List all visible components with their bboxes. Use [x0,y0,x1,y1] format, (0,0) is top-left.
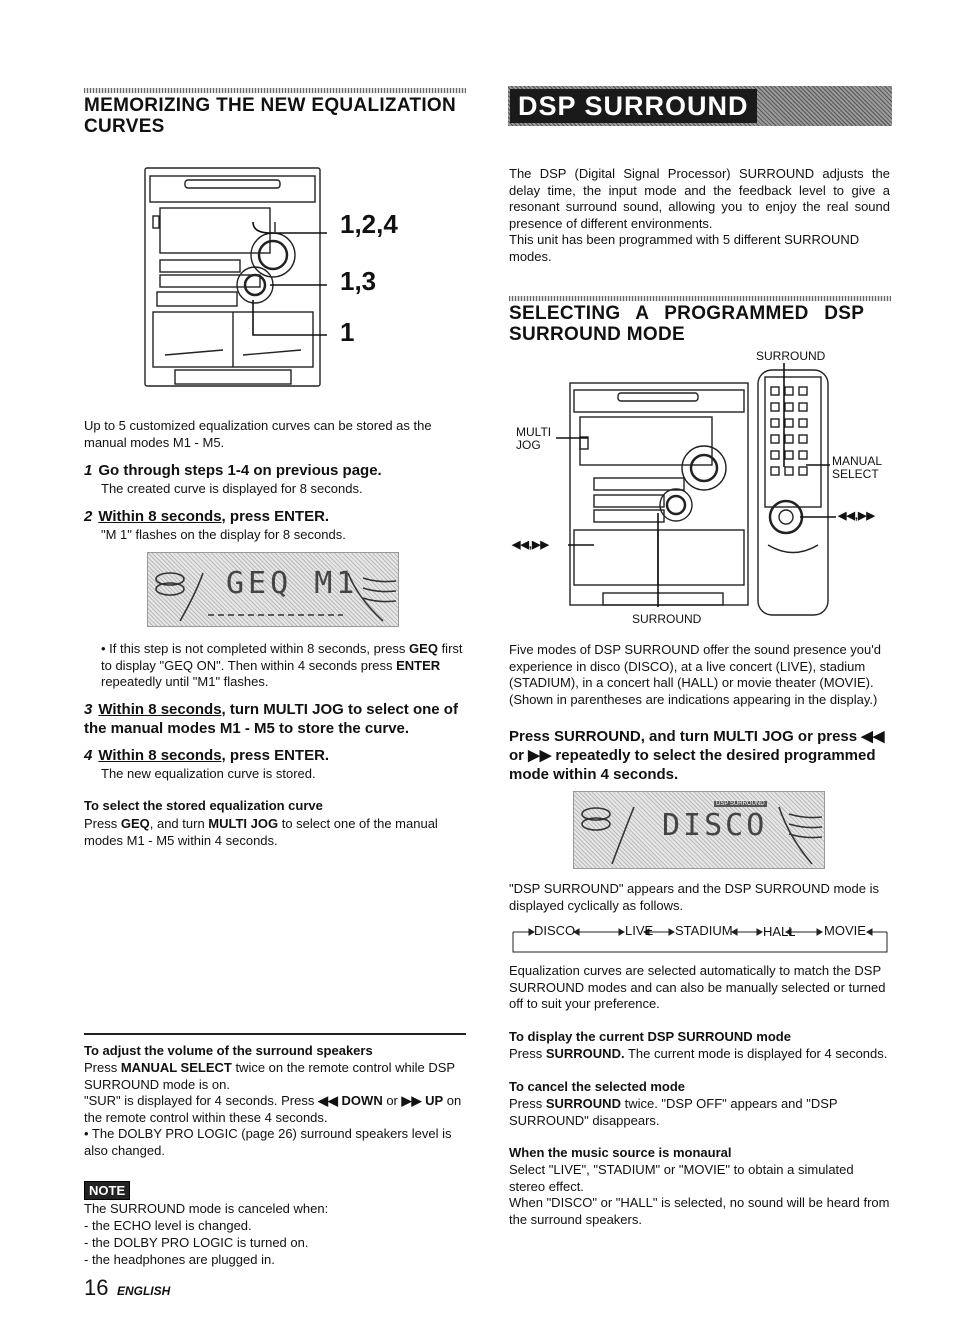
instruction: Press SURROUND, and turn MULTI JOG or press ◀◀ or ▶▶ repeatedly to select the desired programmed mode within 4 seconds. [509,728,885,783]
cycle-mode: STADIUM [675,923,733,938]
callout-1-2-4: 1,2,4 [340,209,398,239]
unit-remote-illustration [508,345,892,630]
label-multi-jog: MULTI JOG [516,425,552,452]
note-item: - the headphones are plugged in. [84,1252,275,1267]
adjust-title: To adjust the volume of the surround speakers [84,1043,373,1058]
monaural-text-2: When "DISCO" or "HALL" is selected, no sound will be heard from the surround speakers. [509,1195,890,1227]
cycle-mode: HALL [763,924,796,939]
display-text: DISCO [662,808,768,843]
step-1-desc: The created curve is displayed for 8 seconds. [101,481,363,496]
step-2: 2 Within 8 seconds, press ENTER. [84,508,330,525]
label-skip-right: ◀◀,▶▶ [838,510,875,522]
step-number: 3 [84,701,93,718]
step-number: 2 [84,508,93,525]
page-language: ENGLISH [116,1284,171,1298]
step-1: 1 Go through steps 1-4 on previous page. [84,462,382,479]
eq-note: Equalization curves are selected automatically to match the DSP SURROUND modes and can also be manually selected or turned off to suit your preference. [509,963,886,1011]
page-number: 16 [84,1275,109,1300]
display-current-text: Press SURROUND. The current mode is displayed for 4 seconds. [509,1046,888,1061]
section-title: SELECTING A PROGRAMMED DSP SURROUND MODE [509,303,865,345]
cycle-mode: DISCO [534,923,576,938]
note-item: - the ECHO level is changed. [84,1218,252,1233]
step-4-desc: The new equalization curve is stored. [101,766,316,781]
step-2-desc: "M 1" flashes on the display for 8 seconds. [101,527,346,542]
label-surround-bottom: SURROUND [632,612,702,626]
monaural-text: Select "LIVE", "STADIUM" or "MOVIE" to obtain a simulated stereo effect. [509,1162,854,1194]
display-geq-m1 [147,552,399,627]
cycle-mode: LIVE [625,923,654,938]
label-surround-top: SURROUND [756,349,826,363]
callout-1: 1 [340,317,355,347]
section-title: MEMORIZING THE NEW EQUALIZATION CURVES [84,95,457,137]
intro-text: Up to 5 customized equalization curves can be stored as the manual modes M1 - M5. [84,418,432,450]
section-rule [84,88,466,93]
divider [84,1033,466,1035]
cycle-mode: MOVIE [824,923,866,938]
appears-text: "DSP SURROUND" appears and the DSP SURROUND mode is displayed cyclically as follows. [509,881,879,913]
modes-description: Five modes of DSP SURROUND offer the sound presence you'd experience in disco (DISCO), at a live concert (LIVE), stadium (STADIUM), in a concert hall (HALL) or movie theater (MOVIE). (Shown in parentheses are indications appearing in the display.) [509,642,881,707]
geq-bullet: • If this step is not completed within 8 seconds, press GEQ first to display "GEQ ON". Then within 4 seconds press ENTER repeatedly until "M1" flashes. [101,641,463,689]
step-number: 1 [84,462,93,479]
step-number: 4 [84,747,93,764]
stored-curve-text: Press GEQ, and turn MULTI JOG to select one of the manual modes M1 - M5 within 4 seconds. [84,816,438,848]
page-footer [84,1275,170,1301]
dsp-intro-2: This unit has been programmed with 5 different SURROUND modes. [509,232,860,264]
adjust-bullet: • The DOLBY PRO LOGIC (page 26) surround speakers level is also changed. [84,1126,452,1158]
note-intro: The SURROUND mode is canceled when: [84,1201,329,1216]
display-disco [573,791,825,869]
monaural-title: When the music source is monaural [509,1145,732,1160]
banner-title: DSP SURROUND [510,89,757,123]
cancel-title: To cancel the selected mode [509,1079,686,1094]
note-item: - the DOLBY PRO LOGIC is turned on. [84,1235,309,1250]
mode-cycle-diagram [511,922,889,956]
label-skip-left: ◀◀,▶▶ [512,539,549,551]
dsp-surround-banner [508,86,892,126]
note-badge: NOTE [84,1181,130,1200]
stored-curve-title: To select the stored equalization curve [84,798,323,813]
cancel-text: Press SURROUND twice. "DSP OFF" appears and "DSP SURROUND" disappears. [509,1096,838,1128]
adjust-text: Press MANUAL SELECT twice on the remote control while DSP SURROUND mode is on. [84,1060,455,1092]
stereo-unit-illustration [135,160,425,390]
adjust-text-2: "SUR" is displayed for 4 seconds. Press ◀◀ DOWN or ▶▶ UP on the remote control within these 4 seconds. [84,1093,462,1125]
dsp-intro: The DSP (Digital Signal Processor) SURROUND adjusts the delay time, the input mode and the feedback level to give a resonant surround sound, allowing you to enjoy the real sound presence of different environments. [509,166,890,231]
callout-1-3: 1,3 [340,266,377,296]
label-manual-select: MANUAL SELECT [832,454,883,481]
display-current-title: To display the current DSP SURROUND mode [509,1029,791,1044]
step-3: 3 Within 8 seconds, turn MULTI JOG to select one of the manual modes M1 - M5 to store the curve. [84,701,458,737]
step-4: 4 Within 8 seconds, press ENTER. [84,747,330,764]
display-text: GEQ M1 [226,566,359,601]
section-rule [509,296,891,301]
display-dsp-indicator: DSP SURROUND [716,801,765,807]
